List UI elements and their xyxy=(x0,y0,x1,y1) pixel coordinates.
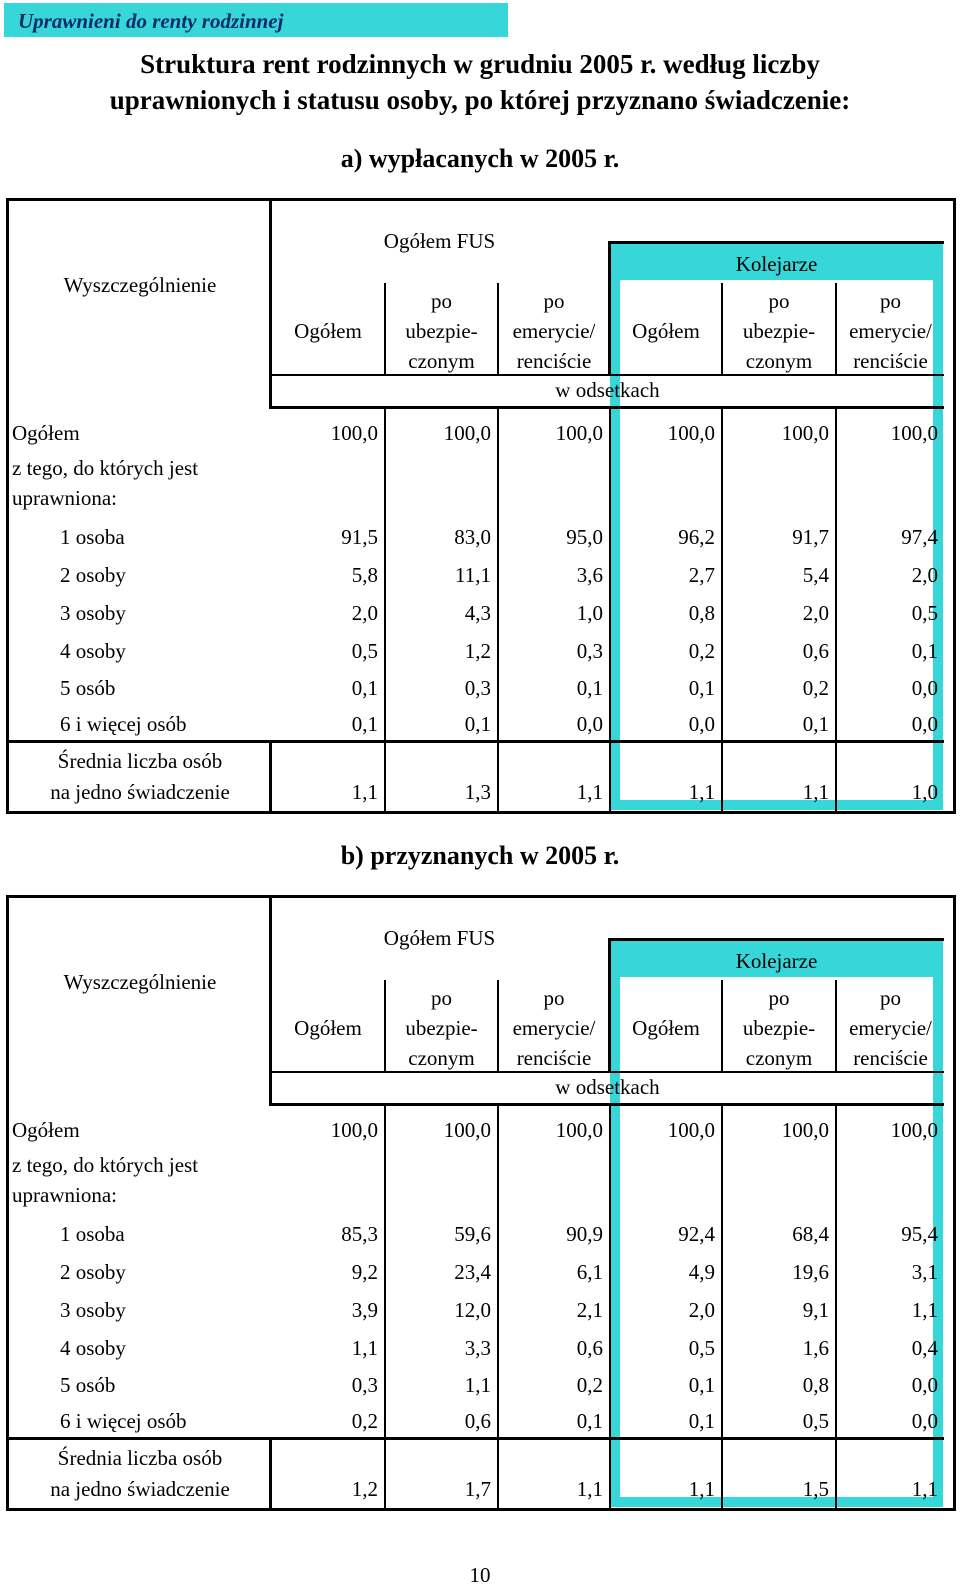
table-cell: 100,0 xyxy=(667,421,715,445)
table-cell: 0,2 xyxy=(351,1409,378,1433)
table-cell: 0,0 xyxy=(576,712,603,736)
avg-row-line xyxy=(6,1437,944,1440)
header-bottom-line xyxy=(269,1103,944,1106)
table-cell: 0,3 xyxy=(576,639,603,663)
table-cell: 1,2 xyxy=(464,639,491,663)
table-cell: 3,6 xyxy=(576,563,603,587)
col-header-po-ubezpieczonym: po xyxy=(431,289,452,313)
col-header-ogolem-kolejarze: Ogółem xyxy=(632,1016,700,1040)
table-cell: 0,1 xyxy=(688,1373,715,1397)
table-cell: 1,1 xyxy=(802,780,829,804)
section-tag-text: Uprawnieni do renty rodzinnej xyxy=(18,9,284,33)
table-cell: 91,7 xyxy=(792,525,829,549)
table-cell: 0,0 xyxy=(911,1409,938,1433)
row-label-uprawniona: uprawniona: xyxy=(12,1183,117,1207)
table-cell: 2,7 xyxy=(688,563,715,587)
table-cell: 1,5 xyxy=(802,1477,829,1501)
table-cell: 0,3 xyxy=(464,676,491,700)
table-cell: 1,0 xyxy=(911,780,938,804)
table-cell: 0,8 xyxy=(688,601,715,625)
col-header-po-ubezpieczonym: czonym xyxy=(408,1046,475,1070)
table-cell: 0,5 xyxy=(911,601,938,625)
table-cell: 4,9 xyxy=(688,1260,715,1284)
row-label-r6: 6 i więcej osób xyxy=(60,1409,187,1433)
col-header-po-emerycie: emerycie/ xyxy=(512,1016,596,1040)
table-cell: 1,1 xyxy=(688,1477,715,1501)
col-header-po-emerycie: renciście xyxy=(853,349,928,373)
table-cell: 5,8 xyxy=(351,563,378,587)
col-header-po-ubezpieczonym: po xyxy=(768,289,790,313)
table-cell: 2,0 xyxy=(688,1298,715,1322)
table-cell: 1,0 xyxy=(576,601,603,625)
col-header-po-emerycie: po xyxy=(880,289,901,313)
col-header-po-emerycie: po xyxy=(543,986,565,1010)
table-cell: 0,6 xyxy=(464,1409,491,1433)
section-tag xyxy=(4,3,508,37)
table-cell: 1,1 xyxy=(576,1477,603,1501)
kolejarze-top-line xyxy=(608,241,944,244)
group-header-fus: Ogółem FUS xyxy=(383,926,496,950)
table-cell: 100,0 xyxy=(555,421,603,445)
table-cell: 0,6 xyxy=(802,639,829,663)
stub-header: Wyszczególnienie xyxy=(63,273,217,297)
col-header-po-ubezpieczonym: ubezpie- xyxy=(742,319,816,343)
col-header-po-emerycie: po xyxy=(543,289,565,313)
row-label-r5: 5 osób xyxy=(60,676,116,700)
table-cell: 0,2 xyxy=(688,639,715,663)
table-cell: 1,1 xyxy=(576,780,603,804)
table-cell: 1,1 xyxy=(351,780,378,804)
group-header-kolejarze: Kolejarze xyxy=(735,252,818,276)
col-header-po-ubezpieczonym: czonym xyxy=(408,349,475,373)
col-header-po-emerycie: renciście xyxy=(516,349,592,373)
table-cell: 2,0 xyxy=(351,601,378,625)
col-header-po-ubezpieczonym: po xyxy=(768,986,790,1010)
table-cell: 95,4 xyxy=(901,1222,938,1246)
table-cell: 0,0 xyxy=(911,712,938,736)
table-cell: 3,9 xyxy=(351,1298,378,1322)
col-header-po-emerycie: emerycie/ xyxy=(512,319,596,343)
table-cell: 0,8 xyxy=(802,1373,829,1397)
table-cell: 1,2 xyxy=(351,1477,378,1501)
table-cell: 85,3 xyxy=(341,1222,378,1246)
col-header-po-ubezpieczonym: ubezpie- xyxy=(405,1016,478,1040)
col-header-po-emerycie: renciście xyxy=(853,1046,928,1070)
row-label-avg-2: na jedno świadczenie xyxy=(50,780,230,804)
table-cell: 83,0 xyxy=(454,525,491,549)
table-cell: 0,5 xyxy=(802,1409,829,1433)
table-cell: 9,2 xyxy=(351,1260,378,1284)
row-label-avg-2: na jedno świadczenie xyxy=(50,1477,230,1501)
row-label-r1: 1 osoba xyxy=(60,525,125,549)
table-cell: 0,3 xyxy=(351,1373,378,1397)
row-label-r2: 2 osoby xyxy=(60,563,126,587)
row-label-r5: 5 osób xyxy=(60,1373,116,1397)
table-cell: 95,0 xyxy=(566,525,603,549)
row-label-r3: 3 osoby xyxy=(60,1298,126,1322)
table-cell: 1,3 xyxy=(464,780,491,804)
col-header-po-emerycie: po xyxy=(880,986,901,1010)
col-header-po-ubezpieczonym: po xyxy=(431,986,452,1010)
table-cell: 0,0 xyxy=(911,1373,938,1397)
unit-label: w odsetkach xyxy=(555,378,660,402)
col-header-po-ubezpieczonym: czonym xyxy=(745,1046,813,1070)
row-label-r6: 6 i więcej osób xyxy=(60,712,187,736)
table-cell: 0,1 xyxy=(802,712,829,736)
col-header-ogolem-fus: Ogółem xyxy=(294,319,362,343)
table-cell: 100,0 xyxy=(330,1118,378,1142)
table-cell: 3,3 xyxy=(464,1336,491,1360)
table-cell: 0,1 xyxy=(576,1409,603,1433)
table-cell: 0,0 xyxy=(688,712,715,736)
table-cell: 0,4 xyxy=(911,1336,938,1360)
col-header-po-ubezpieczonym: ubezpie- xyxy=(405,319,478,343)
table-subtitle: b) przyznanych w 2005 r. xyxy=(340,841,620,870)
table-cell: 0,1 xyxy=(576,676,603,700)
row-label-ogolem: Ogółem xyxy=(12,421,80,445)
table-cell: 0,2 xyxy=(802,676,829,700)
table-cell: 6,1 xyxy=(576,1260,603,1284)
row-label-z-tego: z tego, do których jest xyxy=(12,456,199,480)
table-cell: 90,9 xyxy=(566,1222,603,1246)
table-cell: 100,0 xyxy=(555,1118,603,1142)
table-cell: 3,1 xyxy=(911,1260,938,1284)
table-cell: 96,2 xyxy=(678,525,715,549)
avg-row-line xyxy=(6,740,944,743)
table-cell: 9,1 xyxy=(802,1298,829,1322)
row-label-avg-1: Średnia liczba osób xyxy=(57,749,223,773)
table-cell: 1,1 xyxy=(688,780,715,804)
stub-header: Wyszczególnienie xyxy=(63,970,217,994)
unit-label: w odsetkach xyxy=(555,1075,660,1099)
table-cell: 100,0 xyxy=(330,421,378,445)
table-cell: 4,3 xyxy=(464,601,491,625)
table-cell: 0,5 xyxy=(351,639,378,663)
table-cell: 2,1 xyxy=(576,1298,603,1322)
col-header-po-emerycie: emerycie/ xyxy=(849,1016,932,1040)
table-cell: 0,2 xyxy=(576,1373,603,1397)
row-label-r1: 1 osoba xyxy=(60,1222,125,1246)
table-cell: 100,0 xyxy=(890,1118,938,1142)
col-header-ogolem-kolejarze: Ogółem xyxy=(632,319,700,343)
table-cell: 91,5 xyxy=(341,525,378,549)
table-cell: 68,4 xyxy=(792,1222,829,1246)
row-label-r2: 2 osoby xyxy=(60,1260,126,1284)
table-cell: 0,5 xyxy=(688,1336,715,1360)
table-cell: 5,4 xyxy=(802,563,829,587)
row-label-z-tego: z tego, do których jest xyxy=(12,1153,199,1177)
table-cell: 1,1 xyxy=(464,1373,491,1397)
table-cell: 0,1 xyxy=(911,639,938,663)
table-cell: 11,1 xyxy=(455,563,491,587)
header-bottom-line xyxy=(269,406,944,409)
col-header-po-ubezpieczonym: ubezpie- xyxy=(742,1016,816,1040)
table-cell: 100,0 xyxy=(781,1118,829,1142)
table-cell: 0,0 xyxy=(911,676,938,700)
table-cell: 100,0 xyxy=(781,421,829,445)
table-cell: 0,1 xyxy=(464,712,491,736)
group-header-fus: Ogółem FUS xyxy=(383,229,496,253)
row-label-r4: 4 osoby xyxy=(60,1336,126,1360)
title-line-1: Struktura rent rodzinnych w grudniu 2005 r. według liczby xyxy=(140,49,820,79)
table-cell: 100,0 xyxy=(890,421,938,445)
table-cell: 100,0 xyxy=(443,421,491,445)
col-header-po-emerycie: renciście xyxy=(516,1046,592,1070)
kolejarze-top-line xyxy=(608,938,944,941)
table-cell: 97,4 xyxy=(901,525,938,549)
table-cell: 1,1 xyxy=(911,1477,938,1501)
row-label-ogolem: Ogółem xyxy=(12,1118,80,1142)
row-label-avg-1: Średnia liczba osób xyxy=(57,1446,223,1470)
col-header-po-ubezpieczonym: czonym xyxy=(745,349,813,373)
row-label-r3: 3 osoby xyxy=(60,601,126,625)
table-cell: 0,1 xyxy=(688,1409,715,1433)
row-label-r4: 4 osoby xyxy=(60,639,126,663)
table-cell: 19,6 xyxy=(792,1260,829,1284)
table-cell: 100,0 xyxy=(667,1118,715,1142)
row-label-uprawniona: uprawniona: xyxy=(12,486,117,510)
page-number: 10 xyxy=(469,1563,491,1587)
table-subtitle: a) wypłacanych w 2005 r. xyxy=(340,144,620,173)
table-cell: 0,1 xyxy=(351,712,378,736)
table-cell: 1,6 xyxy=(802,1336,829,1360)
table-cell: 92,4 xyxy=(678,1222,715,1246)
col-header-po-emerycie: emerycie/ xyxy=(849,319,932,343)
table-cell: 0,6 xyxy=(576,1336,603,1360)
table-cell: 23,4 xyxy=(454,1260,491,1284)
table-cell: 1,1 xyxy=(351,1336,378,1360)
table-cell: 1,1 xyxy=(911,1298,938,1322)
table-cell: 100,0 xyxy=(443,1118,491,1142)
table-cell: 0,1 xyxy=(688,676,715,700)
title-line-2: uprawnionych i statusu osoby, po której przyznano świadczenie: xyxy=(109,85,851,115)
table-cell: 0,1 xyxy=(351,676,378,700)
table-cell: 59,6 xyxy=(454,1222,491,1246)
table-cell: 1,7 xyxy=(464,1477,491,1501)
col-header-ogolem-fus: Ogółem xyxy=(294,1016,362,1040)
table-cell: 2,0 xyxy=(802,601,829,625)
table-cell: 2,0 xyxy=(911,563,938,587)
table-cell: 12,0 xyxy=(454,1298,491,1322)
group-header-kolejarze: Kolejarze xyxy=(735,949,818,973)
